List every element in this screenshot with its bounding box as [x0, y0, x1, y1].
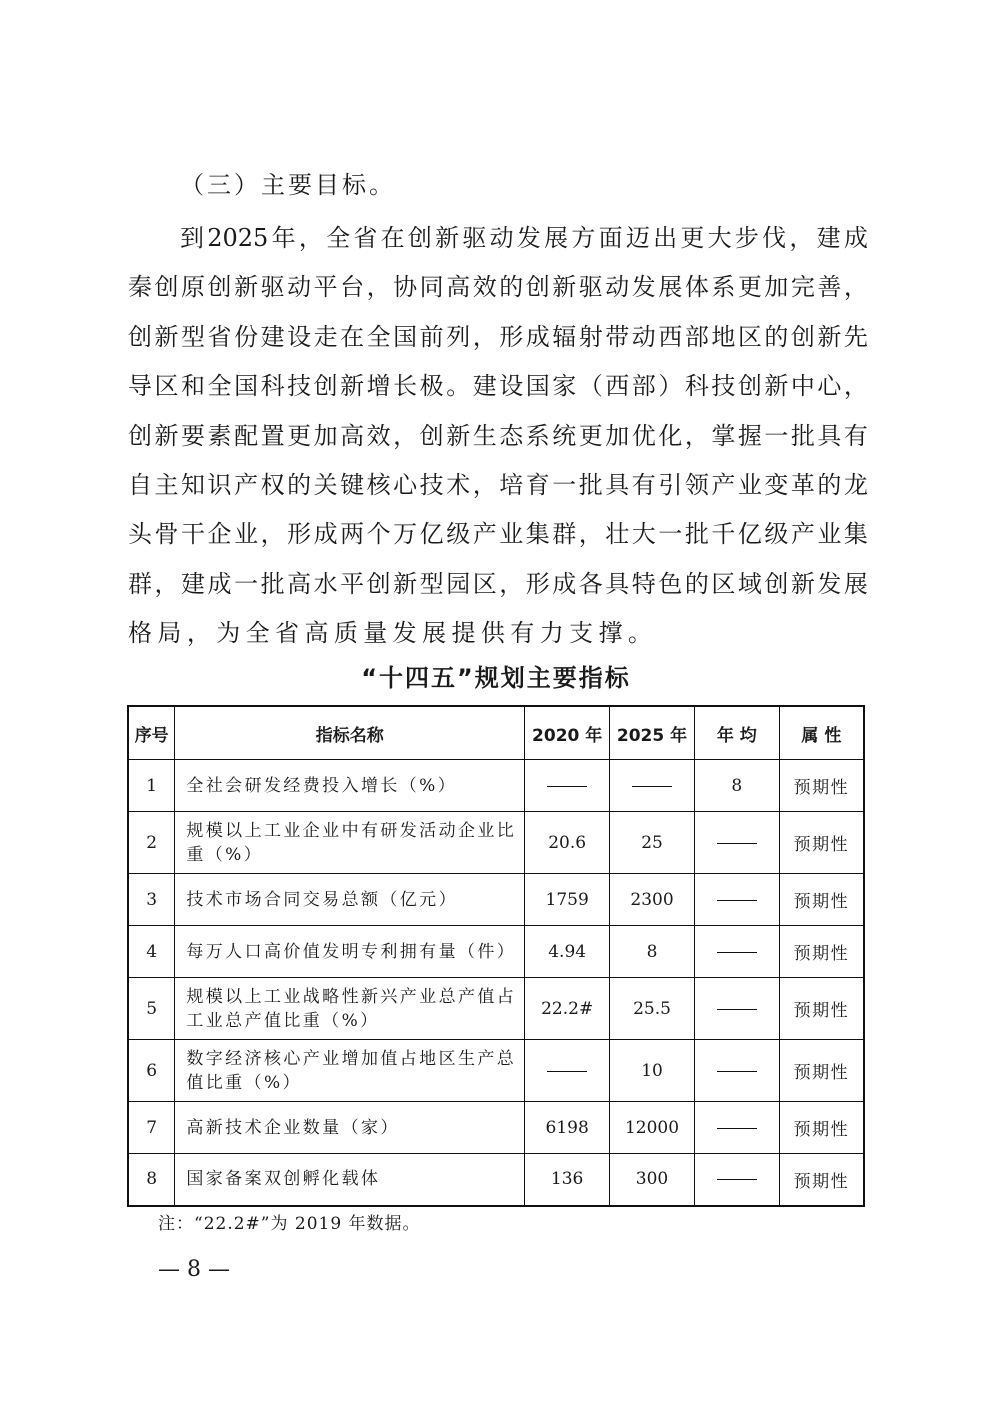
cell-avg [694, 1154, 779, 1206]
cell-y2020: 136 [525, 1154, 610, 1206]
header-2025: 2025 年 [610, 706, 695, 760]
cell-attr: 预期性 [779, 1154, 864, 1206]
cell-index: 2 [128, 812, 175, 874]
cell-y2020: 4.94 [525, 926, 610, 978]
indicators-table [127, 705, 865, 1207]
not-applicable-dash [717, 843, 757, 844]
cell-name: 国家备案双创孵化载体 [175, 1154, 525, 1206]
table-row [128, 874, 864, 926]
cell-y2025: 25.5 [610, 978, 695, 1040]
not-applicable-dash [717, 1009, 757, 1010]
cell-name: 高新技术企业数量（家） [175, 1102, 525, 1154]
cell-index: 4 [128, 926, 175, 978]
not-applicable-dash [717, 1179, 757, 1180]
paragraph-line: 头 骨 干 企 业 ， 形 成 两 个 万 亿 级 产 业 集 群 ， 壮 大 一 批 千 亿 级 产 业 集 [128, 520, 868, 549]
cell-index: 5 [128, 978, 175, 1040]
cell-y2025 [610, 760, 695, 812]
cell-attr: 预期性 [779, 874, 864, 926]
cell-y2025: 2300 [610, 874, 695, 926]
table-row [128, 1154, 864, 1206]
cell-avg [694, 1040, 779, 1102]
not-applicable-dash [632, 786, 672, 787]
not-applicable-dash [717, 1128, 757, 1129]
cell-attr: 预期性 [779, 760, 864, 812]
not-applicable-dash [547, 786, 587, 787]
table-row [128, 978, 864, 1040]
not-applicable-dash [717, 900, 757, 901]
cell-name: 全社会研发经费投入增长（%） [175, 760, 525, 812]
paragraph-line: 创 新 要 素 配 置 更 加 高 效 ， 创 新 生 态 系 统 更 加 优 化 ， 掌 握 一 批 具 有 [128, 421, 868, 450]
cell-index: 6 [128, 1040, 175, 1102]
header-annual-average: 年 均 [694, 706, 779, 760]
cell-index: 7 [128, 1102, 175, 1154]
cell-avg [694, 926, 779, 978]
paragraph-line: 导 区 和 全 国 科 技 创 新 增 长 极 。 建 设 国 家 （ 西 部 ） 科 技 创 新 中 心 ， [128, 372, 868, 401]
cell-y2020: 6198 [525, 1102, 610, 1154]
cell-name: 每万人口高价值发明专利拥有量（件） [175, 926, 525, 978]
paragraph-line: 创 新 型 省 份 建 设 走 在 全 国 前 列 ， 形 成 辐 射 带 动 西 部 地 区 的 创 新 先 [128, 322, 868, 351]
header-name: 指标名称 [175, 706, 525, 760]
cell-name: 规模以上工业企业中有研发活动企业比重（%） [175, 812, 525, 874]
cell-y2020: 20.6 [525, 812, 610, 874]
not-applicable-dash [717, 1071, 757, 1072]
table-row [128, 1102, 864, 1154]
paragraph-line: 到 2025 年 ， 全 省 在 创 新 驱 动 发 展 方 面 迈 出 更 大 步 伐 ， 建 成 [180, 224, 868, 252]
not-applicable-dash [717, 952, 757, 953]
cell-y2020: 1759 [525, 874, 610, 926]
cell-y2025: 25 [610, 812, 695, 874]
table-row [128, 760, 864, 812]
table-header-row [128, 706, 864, 760]
cell-y2025: 300 [610, 1154, 695, 1206]
cell-y2025: 8 [610, 926, 695, 978]
cell-attr: 预期性 [779, 1040, 864, 1102]
cell-index: 8 [128, 1154, 175, 1206]
cell-avg [694, 874, 779, 926]
not-applicable-dash [547, 1071, 587, 1072]
cell-attr: 预期性 [779, 812, 864, 874]
paragraph-line: 群 ， 建 成 一 批 高 水 平 创 新 型 园 区 ， 形 成 各 具 特 色 的 区 域 创 新 发 展 [128, 569, 868, 598]
table-note: 注：“22.2#”为 2019 年数据。 [158, 1214, 421, 1234]
table-title: “十四五”规划主要指标 [361, 664, 631, 692]
table-body [128, 760, 864, 1206]
cell-name: 技术市场合同交易总额（亿元） [175, 874, 525, 926]
paragraph-line: 格 局 ， 为 全 省 高 质 量 发 展 提 供 有 力 支 撑 。 [128, 619, 658, 648]
cell-avg [694, 812, 779, 874]
cell-name: 规模以上工业战略性新兴产业总产值占工业总产值比重（%） [175, 978, 525, 1040]
section-heading: （三）主要目标。 [180, 171, 396, 199]
cell-y2020: 22.2# [525, 978, 610, 1040]
paragraph-line: 自 主 知 识 产 权 的 关 键 核 心 技 术 ， 培 育 一 批 具 有 引 领 产 业 变 革 的 龙 [128, 470, 868, 499]
paragraph-line: 秦 创 原 创 新 驱 动 平 台 ， 协 同 高 效 的 创 新 驱 动 发 展 体 系 更 加 完 善 ， [128, 273, 868, 302]
table-row [128, 1040, 864, 1102]
cell-index: 3 [128, 874, 175, 926]
cell-avg [694, 978, 779, 1040]
cell-y2020 [525, 760, 610, 812]
cell-index: 1 [128, 760, 175, 812]
cell-avg: 8 [694, 760, 779, 812]
header-2020: 2020 年 [525, 706, 610, 760]
header-index: 序号 [128, 706, 175, 760]
cell-attr: 预期性 [779, 926, 864, 978]
cell-y2025: 10 [610, 1040, 695, 1102]
goals-paragraph [128, 214, 868, 659]
cell-y2025: 12000 [610, 1102, 695, 1154]
table-row [128, 812, 864, 874]
cell-avg [694, 1102, 779, 1154]
cell-y2020 [525, 1040, 610, 1102]
cell-attr: 预期性 [779, 978, 864, 1040]
table-row [128, 926, 864, 978]
cell-name: 数字经济核心产业增加值占地区生产总值比重（%） [175, 1040, 525, 1102]
page-number: — 8 — [158, 1257, 230, 1282]
header-attribute: 属 性 [779, 706, 864, 760]
cell-attr: 预期性 [779, 1102, 864, 1154]
